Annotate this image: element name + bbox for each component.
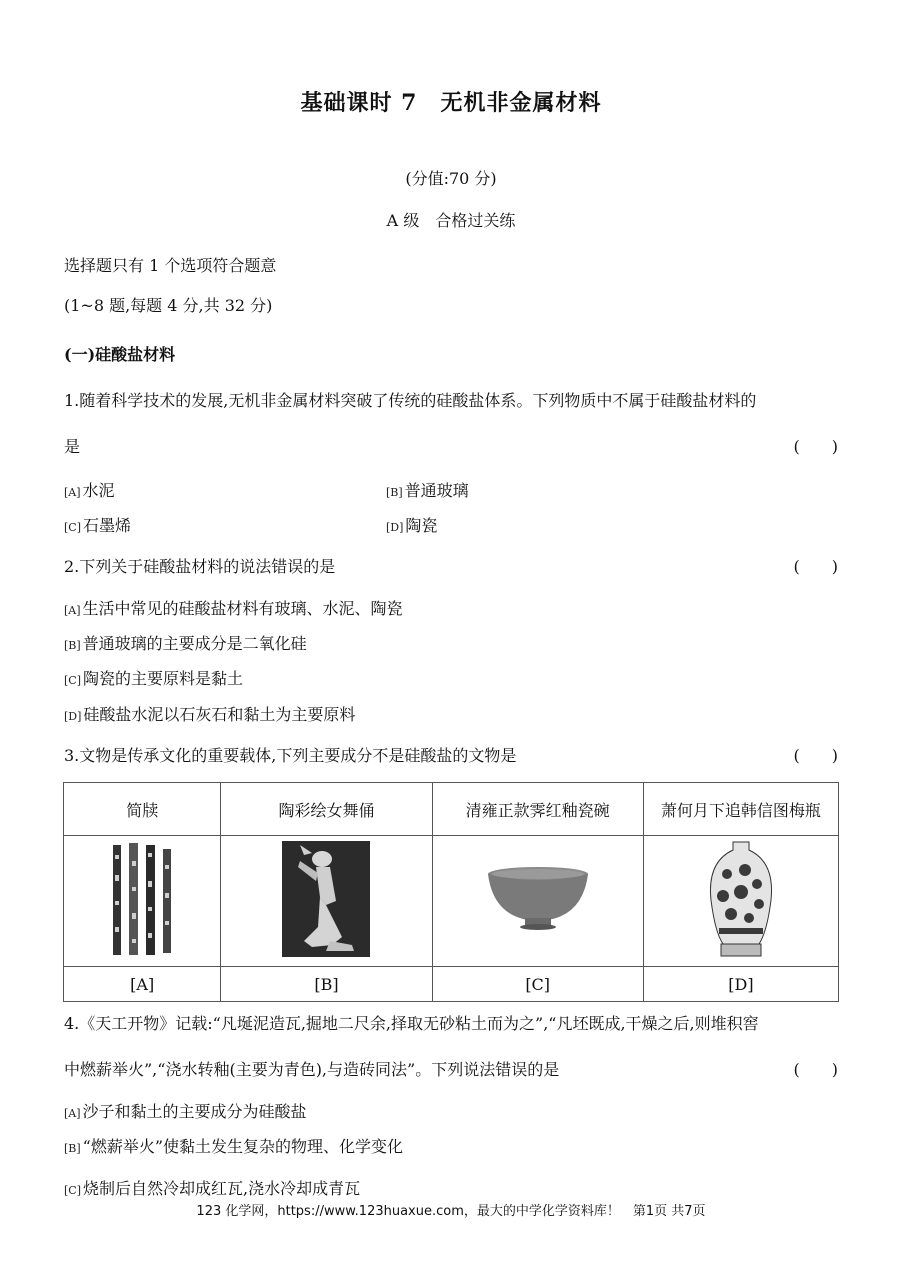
q2-answer-paren: ( ) — [793, 557, 838, 576]
relic-image-a — [64, 836, 221, 967]
q2-option-b: [B] 普通玻璃的主要成分是二氧化硅 — [64, 634, 307, 653]
q1-option-b: [B] 普通玻璃 — [386, 481, 469, 500]
q1-stem-line-1: 1.随着科学技术的发展,无机非金属材料突破了传统的硅酸盐体系。下列物质中不属于硅酸盐材料的 — [64, 391, 757, 410]
q3-stem: 3.文物是传承文化的重要载体,下列主要成分不是硅酸盐的文物是 — [64, 746, 517, 765]
relic-name-a: 简牍 — [64, 783, 221, 836]
relic-table — [63, 782, 839, 1002]
q4-stem-line-1: 4.《天工开物》记载:“凡埏泥造瓦,掘地二尺余,择取无砂粘土而为之”,“凡坯既成,干燥之后,则堆积窖 — [64, 1014, 759, 1033]
relic-image-d — [643, 836, 838, 967]
relic-label-d: [D] — [643, 967, 838, 1002]
relic-name-d: 萧何月下追韩信图梅瓶 — [643, 783, 838, 836]
q4-option-c: [C] 烧制后自然冷却成红瓦,浇水冷却成青瓦 — [64, 1179, 361, 1198]
dancer-figurine-image — [282, 841, 370, 957]
relic-image-b — [221, 836, 432, 967]
relic-name-c: 清雍正款霁红釉瓷碗 — [432, 783, 643, 836]
q4-stem-line-2: 中燃薪举火”,“浇水转釉(主要为青色),与造砖同法”。下列说法错误的是 — [64, 1060, 560, 1079]
meiping-vase-image — [705, 840, 777, 958]
q4-answer-paren: ( ) — [793, 1060, 838, 1079]
q4-option-a: [A] 沙子和黏土的主要成分为硅酸盐 — [64, 1102, 307, 1121]
red-glaze-bowl-image — [483, 864, 593, 934]
q4-option-b: [B] “燃薪举火”使黏土发生复杂的物理、化学变化 — [64, 1137, 404, 1156]
relic-label-a: [A] — [64, 967, 221, 1002]
q2-option-c: [C] 陶瓷的主要原料是黏土 — [64, 669, 244, 688]
q1-stem-line-2: 是 — [64, 437, 81, 456]
instruction-line-2: (1~8 题,每题 4 分,共 32 分) — [64, 296, 273, 315]
relic-label-c: [C] — [432, 967, 643, 1002]
q2-option-a: [A] 生活中常见的硅酸盐材料有玻璃、水泥、陶瓷 — [64, 599, 403, 618]
section-heading: (一)硅酸盐材料 — [64, 345, 176, 364]
q1-option-c: [C] 石墨烯 — [64, 516, 132, 535]
bamboo-slips-image — [107, 841, 177, 957]
q2-option-d: [D] 硅酸盐水泥以石灰石和黏土为主要原料 — [64, 705, 356, 724]
level-heading: A 级 合格过关练 — [386, 211, 516, 230]
relic-label-b: [B] — [221, 967, 432, 1002]
q1-option-d: [D] 陶瓷 — [386, 516, 438, 535]
q1-option-a: [A] 水泥 — [64, 481, 115, 500]
relic-image-c — [432, 836, 643, 967]
q1-answer-paren: ( ) — [793, 437, 838, 456]
page-footer: 123 化学网，https://www.123huaxue.com，最大的中学化学资料库！ 第1页 共7页 — [196, 1204, 706, 1219]
instruction-line-1: 选择题只有 1 个选项符合题意 — [64, 256, 277, 275]
relic-name-b: 陶彩绘女舞俑 — [221, 783, 432, 836]
score-note: (分值:70 分) — [405, 169, 497, 188]
page-title: 基础课时 7 无机非金属材料 — [300, 90, 602, 116]
q3-answer-paren: ( ) — [793, 746, 838, 765]
q2-stem: 2.下列关于硅酸盐材料的说法错误的是 — [64, 557, 336, 576]
